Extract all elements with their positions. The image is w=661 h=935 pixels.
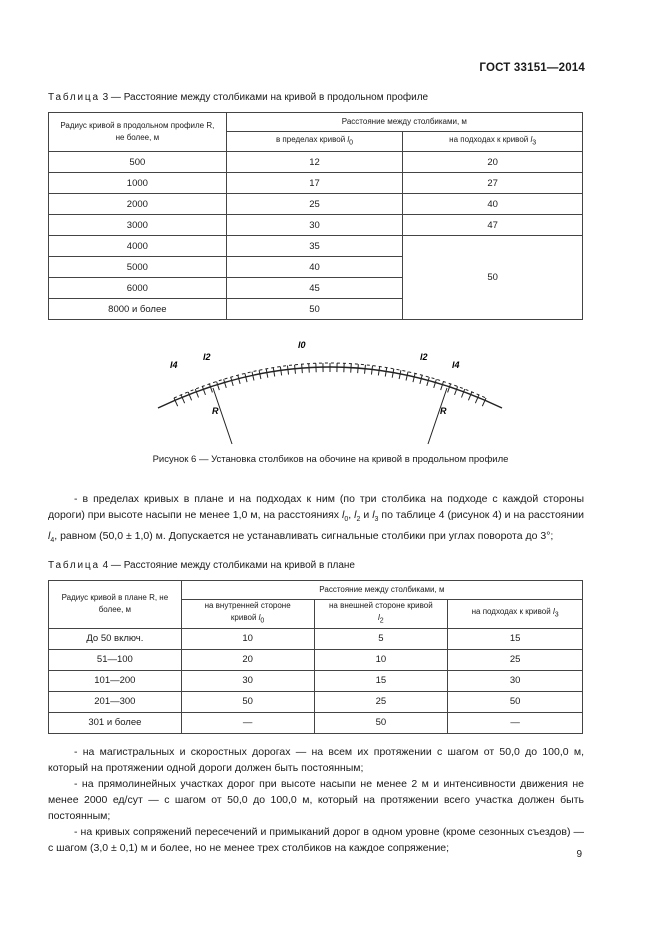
paragraph-list — [48, 744, 584, 856]
table4-col-l0: на внутренней стороне кривой $l_0$ — [181, 600, 314, 629]
table3 — [48, 112, 583, 320]
post-markers — [174, 363, 486, 406]
post-marker — [434, 379, 437, 388]
post-marker — [252, 372, 254, 381]
figure6-caption: Рисунок 6 — Установка столбиков на обочине на кривой в продольном профиле — [152, 454, 509, 465]
table-row: 2000 25 40 — [49, 194, 583, 215]
list-item: - на кривых сопряжений пересечений и примыканий дорог в одном уровне (кроме сезонных съездов) — с шагом (3,0 ± 0,1) м и более, но не менее трех столбиков на каждое сопряжение; — [48, 826, 584, 854]
table-row: 51—100 20 10 25 — [49, 649, 583, 670]
table3-col-distance: Расстояние между столбиками, м — [226, 113, 582, 132]
list-item: - на магистральных и скоростных дорогах — на всем их протяжении с шагом от 50,0 до 100,0 м, который на протяжении одной дороги должен быть постоянным; — [48, 746, 584, 774]
table3-col-radius: Радиус кривой в продольном профиле R, не более, м — [49, 113, 227, 152]
post-marker — [461, 389, 464, 397]
post-marker — [309, 364, 310, 373]
paragraph-curves: - в пределах кривых в плане и на подходах к ним (по три столбика на подходе с каждой стороны дороги) при высоте насыпи не менее 1,0 м, на расстояниях $l_0$, $l_2$ и $l_3$ по таблице 4 (рисунок 4) и на расстоянии $l_4$, равном (50,0 ± 1,0) м. Допускается не устанавливать сигнальные столбики при углах поворота до 3°; — [48, 493, 585, 545]
table3-header-row — [49, 113, 583, 132]
road-edge-line — [158, 367, 502, 408]
label-l2-left: l2 — [203, 352, 211, 362]
table4-col-l2: на внешней стороне кривой $l_2$ — [314, 600, 448, 629]
radius-line-left — [213, 388, 232, 444]
label-R-left: R — [212, 406, 219, 416]
post-marker — [365, 365, 366, 374]
table-row: 8000 и более 50 — [49, 299, 583, 320]
table4-header-row — [49, 581, 583, 600]
label-R-right: R — [440, 406, 447, 416]
table-row: 3000 30 47 — [49, 215, 583, 236]
post-marker — [259, 370, 261, 379]
post-marker — [202, 386, 205, 394]
post-marker — [399, 370, 401, 379]
post-marker — [224, 379, 227, 388]
table3-col-l3: на подходах к кривой $l_3$ — [403, 132, 583, 152]
table-row: 500 12 20 — [49, 152, 583, 173]
table4-col-l3: на подходах к кривой $l_3$ — [448, 600, 583, 629]
post-marker — [209, 384, 212, 393]
label-l4-right: l4 — [452, 360, 460, 370]
label-l4-left: l4 — [170, 360, 178, 370]
post-marker — [420, 375, 422, 384]
table-row: 6000 45 — [49, 278, 583, 299]
page-number: 9 — [576, 849, 582, 860]
post-marker — [406, 372, 408, 381]
post-marker — [448, 384, 451, 393]
table4-caption: Таблица 4 — Расстояние между столбиками на кривой в плане — [48, 560, 355, 571]
table-row: До 50 включ. 10 5 15 — [49, 628, 583, 649]
post-marker — [358, 364, 359, 373]
table4-col-distance: Расстояние между столбиками, м — [181, 581, 582, 600]
table-row: 1000 17 27 — [49, 173, 583, 194]
label-l2-right: l2 — [420, 352, 428, 362]
post-marker — [231, 377, 233, 386]
table-row: 301 и более — 50 — — [49, 712, 583, 733]
table4 — [48, 580, 583, 734]
post-marker — [238, 375, 240, 384]
table-row: 201—300 50 25 50 — [49, 691, 583, 712]
table3-col-l0: в пределах кривой $l_0$ — [226, 132, 403, 152]
figure6-drawing — [0, 330, 661, 445]
post-marker — [427, 377, 429, 386]
label-l0: l0 — [298, 340, 306, 350]
radius-line-right — [428, 388, 447, 444]
post-marker — [441, 382, 444, 391]
table4-col-radius: Радиус кривой в плане R, не более, м — [49, 581, 182, 629]
post-marker — [245, 373, 247, 382]
post-marker — [280, 367, 281, 376]
document-header: ГОСТ 33151—2014 — [479, 62, 585, 74]
post-marker — [351, 364, 352, 373]
post-marker — [195, 389, 198, 397]
table3-caption: Таблица 3 — Расстояние между столбиками на кривой в продольном профиле — [48, 92, 429, 103]
table-row: 5000 40 — [49, 257, 583, 278]
post-marker — [295, 365, 296, 374]
table3-merged-l3: 50 — [403, 236, 583, 320]
post-marker — [217, 382, 220, 391]
post-marker — [302, 364, 303, 373]
post-marker — [371, 366, 372, 375]
post-marker — [455, 386, 458, 394]
table-row: 101—200 30 15 30 — [49, 670, 583, 691]
post-marker — [378, 367, 379, 376]
list-item: - на прямолинейных участках дорог при высоте насыпи не менее 2 м и интенсивности движения не менее 2000 ед/сут — с шагом от 50,0 до 100,0 м, который на протяжении всего участка должен быть постоянным; — [48, 778, 584, 822]
table-row: 4000 35 50 — [49, 236, 583, 257]
post-marker — [413, 373, 415, 382]
post-marker — [287, 366, 288, 375]
